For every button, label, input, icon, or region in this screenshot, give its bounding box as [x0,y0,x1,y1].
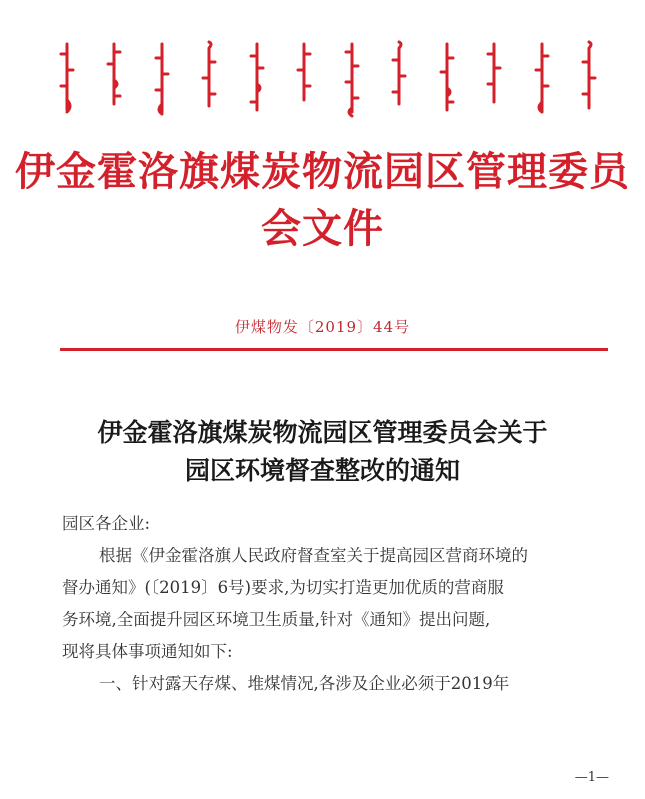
mongolian-word-2 [105,40,123,120]
subject-line-2: 园区环境督查整改的通知 [184,456,460,485]
mongolian-word-7 [343,40,361,120]
red-divider-line [60,348,608,351]
mongolian-word-8 [390,40,408,120]
mongolian-word-6 [295,40,313,120]
mongolian-script-header [58,40,598,120]
notice-subject [0,414,645,490]
mongolian-word-5 [248,40,266,120]
subject-line-1: 伊金霍洛旗煤炭物流园区管理委员会关于 [97,418,548,447]
mongolian-word-9 [438,40,456,120]
mongolian-word-3 [153,40,171,120]
paragraph-1-line-4: 现将具体事项通知如下: [62,642,233,661]
paragraph-1-line-2: 督办通知》(〔2019〕6号)要求,为切实打造更加优质的营商服 [62,578,504,597]
mongolian-word-4 [200,40,218,120]
salutation: 园区各企业: [62,514,151,533]
mongolian-word-11 [533,40,551,120]
notice-body [62,508,610,700]
document-number: 伊煤物发〔2019〕44号 [234,318,411,336]
mongolian-word-1 [58,40,76,120]
mongolian-word-10 [485,40,503,120]
paragraph-1-line-3: 务环境,全面提升园区环境卫生质量,针对《通知》提出问题, [62,610,491,629]
issuing-authority-title: 伊金霍洛旗煤炭物流园区管理委员会文件 [15,149,630,252]
paragraph-2-line-1: 一、针对露天存煤、堆煤情况,各涉及企业必须于2019年 [99,674,510,693]
mongolian-word-12 [580,40,598,120]
paragraph-1-line-1: 根据《伊金霍洛旗人民政府督查室关于提高园区营商环境的 [99,546,528,565]
page-number: —1— [574,770,609,785]
